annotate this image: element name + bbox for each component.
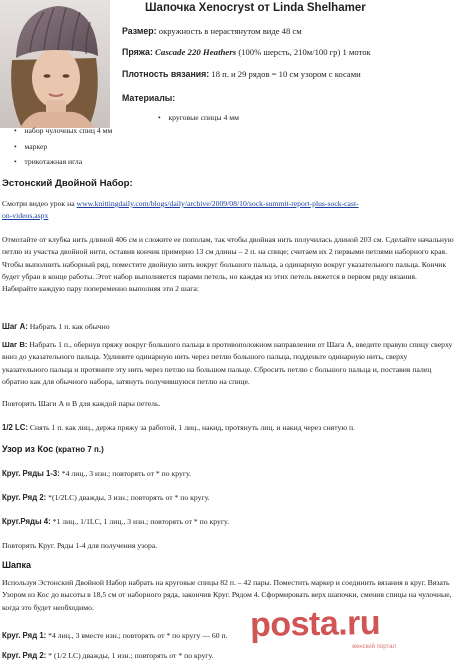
bullet-icon: • [14, 157, 25, 166]
material-item: • набор чулочных спиц 4 мм [14, 126, 113, 135]
video-lesson-link-cont[interactable]: on-videos.aspx [2, 211, 49, 220]
yarn-row [122, 47, 371, 57]
cast-on-instructions: Отмотайте от клубка нить длиной 406 см и сложите ее пополам, так чтобы двойная нить получилась длиной 203 см. Сделайте начальную петлю из участка двойной нити, оставив кончик примерно 13 см длины – 2 п. на спице; считаем их 2 первыми петлями наборного края. Чтобы выполнить наборный ряд, поместите двойную нить вокруг большого пальца, а одинарную вокруг указательного пальца. Кончик будет убран в конце работы. Этот набор выполняется парами петель, но каждая из этих петель вяжется в первом ряду вязания. Набирайте каждую пару попеременно выполняя эти 2 шага: [2, 235, 454, 294]
step-a [2, 322, 110, 331]
step-b-label: Шаг В: [2, 340, 28, 349]
bullet-icon: • [14, 126, 25, 135]
material-item: • круговые спицы 4 мм [158, 113, 239, 122]
video-lesson-prefix: Смотри видео урок на [2, 199, 77, 208]
cable-row: Круг.Ряды 4: *1 лиц., 1/1LC, 1 лиц., 3 изн.; повторять от * по кругу. [2, 517, 230, 526]
step-b-text: Набрать 1 п., обернув пряжу вокруг большого пальца в противоположном направлении от Шага А, введите правую спицу сверху вниз до указательного пальца. Удлините одинарную нить через петлю большого пальца, подденьте одинарную нить, сверху указательного пальца и протяните эту нить через петлю на большом пальце. Сбросить петлю с большого пальца и, поставив палец обратно как для обычного набора, затянуть получившуюся петлю на спице. [2, 340, 453, 386]
cable-row: Круг. Ряды 1-3: *4 лиц., 3 изн.; повторять от * по кругу. [2, 469, 192, 478]
size-value: окружность в нерастянутом виде 48 см [158, 26, 302, 36]
video-lesson-line-2 [2, 211, 48, 220]
lc-label: 1/2 LC: [2, 423, 28, 432]
hat-heading: Шапка [2, 560, 31, 570]
video-lesson-line [2, 199, 359, 208]
site-watermark-subtitle: женский портал [352, 644, 396, 650]
step-a-label: Шаг А: [2, 322, 28, 331]
cable-heading-title: Узор из Кос [2, 444, 54, 454]
size-row [122, 26, 302, 36]
hat-row: Круг. Ряд 2: * (1/2 LC) дважды, 1 изн.; повторять от * по кругу. [2, 651, 214, 660]
cable-row: Круг. Ряд 2: *(1/2LC) дважды, 3 изн.; повторять от * по кругу. [2, 493, 210, 502]
material-item: • трикотажная игла [14, 157, 83, 166]
cast-on-heading: Эстонский Двойной Набор: [2, 178, 133, 189]
yarn-label: Пряжа: [122, 47, 153, 57]
video-lesson-link[interactable]: www.knittingdaily.com/blogs/daily/archive/2009/08/10/sock-summit-report-plus-sock-cast- [76, 199, 359, 208]
hat-photo-illustration [0, 0, 110, 128]
hat-instructions: Используя Эстонский Двойной Набор набрать на круговые спицы 82 п. – 42 пары. Поместить маркер и соединить вязания в круг. Вязать Узором из Кос до высоты в 18,5 см от наборного ряда, закончив Круг. Рядом 4. Сформировать верх шапочки, сменив спицы на чулочные, когда это будет необходимо. [2, 578, 452, 612]
site-watermark: posta.ru [249, 603, 381, 645]
cable-heading [2, 444, 104, 454]
cable-repeat: Повторять Круг. Ряды 1-4 для получения узора. [2, 541, 158, 550]
material-item: • маркер [14, 142, 48, 151]
hat-model-photo [0, 0, 110, 128]
step-a-text: Набрать 1 п. как обычно [27, 322, 110, 331]
yarn-brand: Cascade 220 Heathers [155, 47, 237, 57]
bullet-icon: • [158, 113, 169, 122]
lc-definition [2, 423, 355, 432]
gauge-label: Плотность вязания: [122, 69, 210, 79]
lc-text: Снять 1 п. как лиц., держа пряжу за работой, 1 лиц., накид, протянуть лиц. и накид через снятую п. [28, 423, 356, 432]
gauge-row [122, 69, 361, 79]
gauge-value: 18 п. и 29 рядов = 10 см узором с косами [211, 69, 361, 79]
repeat-steps: Повторять Шаги А и В для каждой пары петель. [2, 399, 161, 408]
pattern-title: Шапочка Xenocryst от Linda Shelhamer [145, 2, 366, 14]
hat-row: Круг. Ряд 1: *4 лиц., 3 вместе изн.; повторять от * по кругу — 60 п. [2, 631, 228, 640]
materials-row [122, 93, 175, 103]
bullet-icon: • [14, 142, 25, 151]
size-label: Размер: [122, 26, 157, 36]
yarn-value: (100% шерсть, 210м/100 гр) 1 моток [236, 47, 371, 57]
step-b [2, 339, 454, 388]
cable-heading-note: (кратно 7 п.) [53, 445, 104, 454]
materials-label: Материалы: [122, 93, 176, 103]
